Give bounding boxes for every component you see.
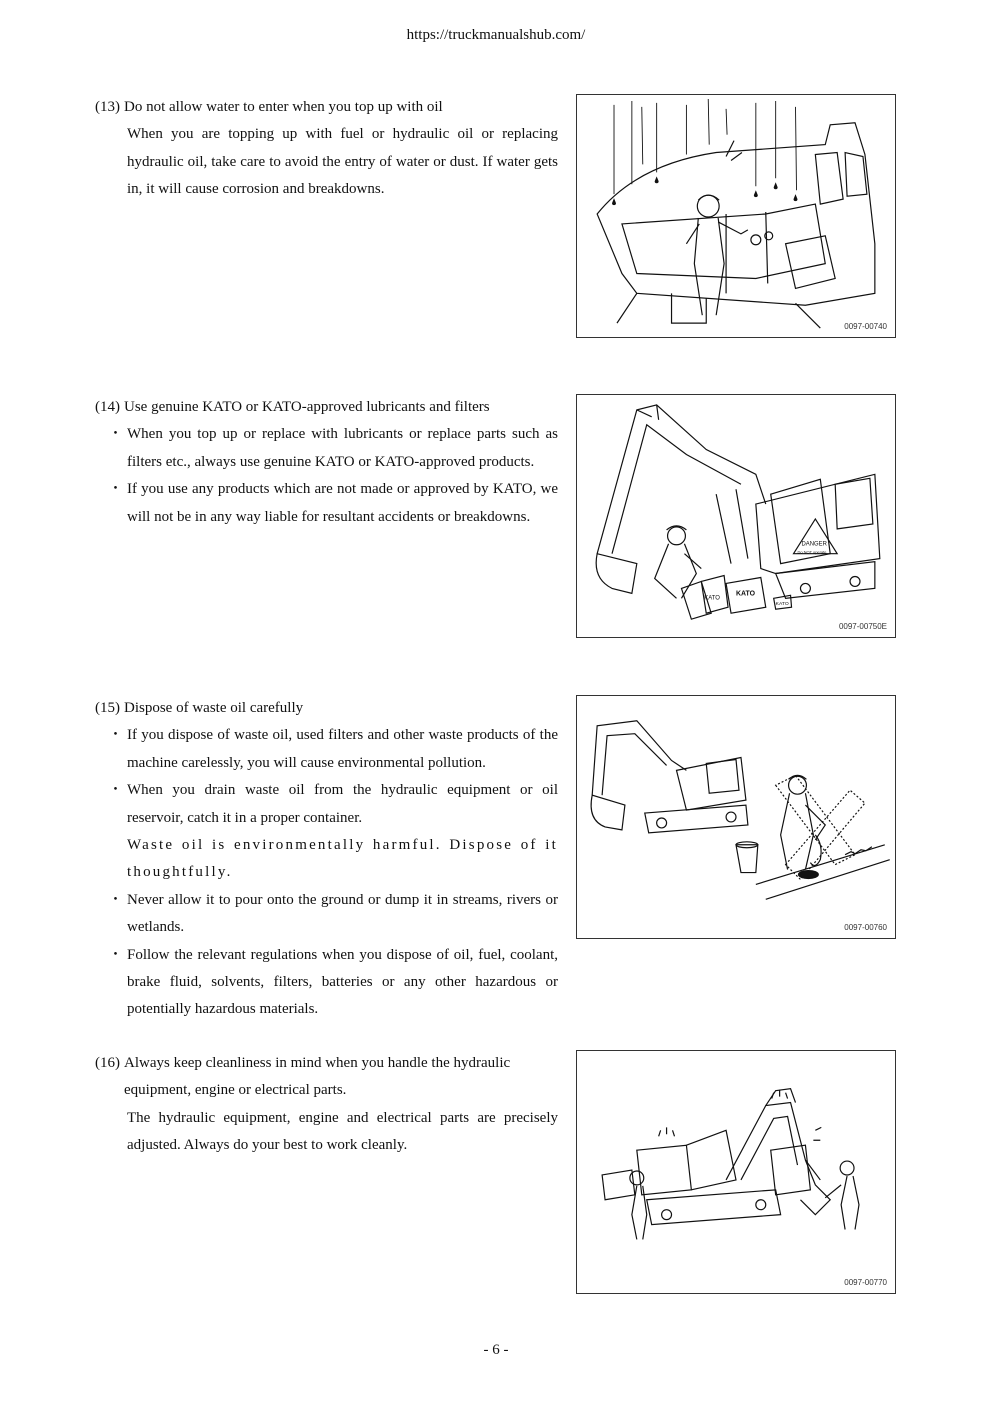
cleanliness-illustration xyxy=(577,1051,895,1293)
bullet-text: If you dispose of waste oil, used filters and other waste products of the machine carelessly, you will cause environmental pollution. xyxy=(127,727,558,771)
section-paragraph: When you are topping up with fuel or hydraulic oil or replacing hydraulic oil, take care to avoid the entry of water or dust. If water gets in, it will cause corrosion and breakdowns. xyxy=(127,126,558,198)
section-heading xyxy=(95,695,558,722)
section-15 xyxy=(95,695,558,1024)
section-heading xyxy=(95,94,558,121)
bullet-text: If you use any products which are not made or approved by KATO, we will not be in any way liable for resultant accidents or breakdowns. xyxy=(127,481,558,525)
bullet-extra: Waste oil is environmentally harmful. Dispose of it thoughtfully. xyxy=(127,837,558,881)
bullet-text: Follow the relevant regulations when you dispose of oil, fuel, coolant, brake fluid, solvents, filters, batteries or any other hazardous or potentially hazardous materials. xyxy=(127,946,558,1018)
bullet-dot: ・ xyxy=(108,727,124,744)
section-title: Use genuine KATO or KATO-approved lubricants and filters xyxy=(124,399,490,415)
figure-waste-oil xyxy=(576,695,896,939)
danger-sign-icon xyxy=(794,519,838,554)
bullet-text: When you top up or replace with lubricants or replace parts such as filters etc., always use genuine KATO or KATO-approved products. xyxy=(127,426,558,470)
bullet-item xyxy=(95,421,558,476)
section-16 xyxy=(95,1050,558,1160)
bullet-dot: ・ xyxy=(108,946,124,963)
bullet-item xyxy=(95,722,558,777)
bullet-item xyxy=(95,887,558,942)
lubricants-illustration xyxy=(577,395,895,637)
section-number: (15) xyxy=(95,700,120,716)
bullet-dot: ・ xyxy=(108,481,124,498)
section-13 xyxy=(95,94,558,204)
danger-sign-title: DANGER xyxy=(801,541,827,548)
danger-sign-sub: Do NOT operate xyxy=(797,549,827,555)
header-url: https://truckmanualshub.com/ xyxy=(406,27,586,43)
figure-code: 0097-00760 xyxy=(844,923,887,932)
bullet-item xyxy=(95,476,558,531)
figure-water-topping-up xyxy=(576,94,896,338)
bullet-dot: ・ xyxy=(108,426,124,443)
section-14 xyxy=(95,394,558,531)
bullet-text: Never allow it to pour onto the ground or dump it in streams, rivers or wetlands. xyxy=(127,891,558,936)
section-number: (16) xyxy=(95,1055,120,1071)
bullet-item xyxy=(95,942,558,1024)
section-title: Always keep cleanliness in mind when you handle the hydraulic equipment, engine or electrical parts. xyxy=(124,1055,511,1099)
kato-box-label: KATO xyxy=(704,595,720,602)
kato-can-label: KATO xyxy=(736,590,756,598)
bullet-text xyxy=(127,777,558,887)
figure-cleanliness xyxy=(576,1050,896,1294)
water-topup-illustration xyxy=(577,95,895,337)
page-number: - 6 - xyxy=(483,1342,509,1358)
waste-oil-illustration xyxy=(577,696,895,938)
section-heading xyxy=(95,1050,558,1105)
section-title: Do not allow water to enter when you top up with oil xyxy=(124,99,443,115)
figure-code: 0097-00740 xyxy=(844,322,887,331)
section-number: (13) xyxy=(95,99,120,115)
figure-genuine-lubricants xyxy=(576,394,896,638)
section-heading xyxy=(95,394,558,421)
figure-code: 0097-00750E xyxy=(838,622,887,631)
bullet-dot: ・ xyxy=(108,782,124,799)
figure-code: 0097-00770 xyxy=(844,1278,887,1287)
bullet-item xyxy=(95,777,558,887)
section-number: (14) xyxy=(95,399,120,415)
bullet-sentence: When you drain waste oil from the hydraulic equipment or oil reservoir, catch it in a proper container. xyxy=(127,782,558,826)
kato-small-label: KATO xyxy=(775,602,789,608)
section-title: Dispose of waste oil carefully xyxy=(124,700,304,716)
section-paragraph: The hydraulic equipment, engine and electrical parts are precisely adjusted. Always do your best to work cleanly. xyxy=(127,1109,558,1154)
bullet-dot: ・ xyxy=(108,891,124,908)
